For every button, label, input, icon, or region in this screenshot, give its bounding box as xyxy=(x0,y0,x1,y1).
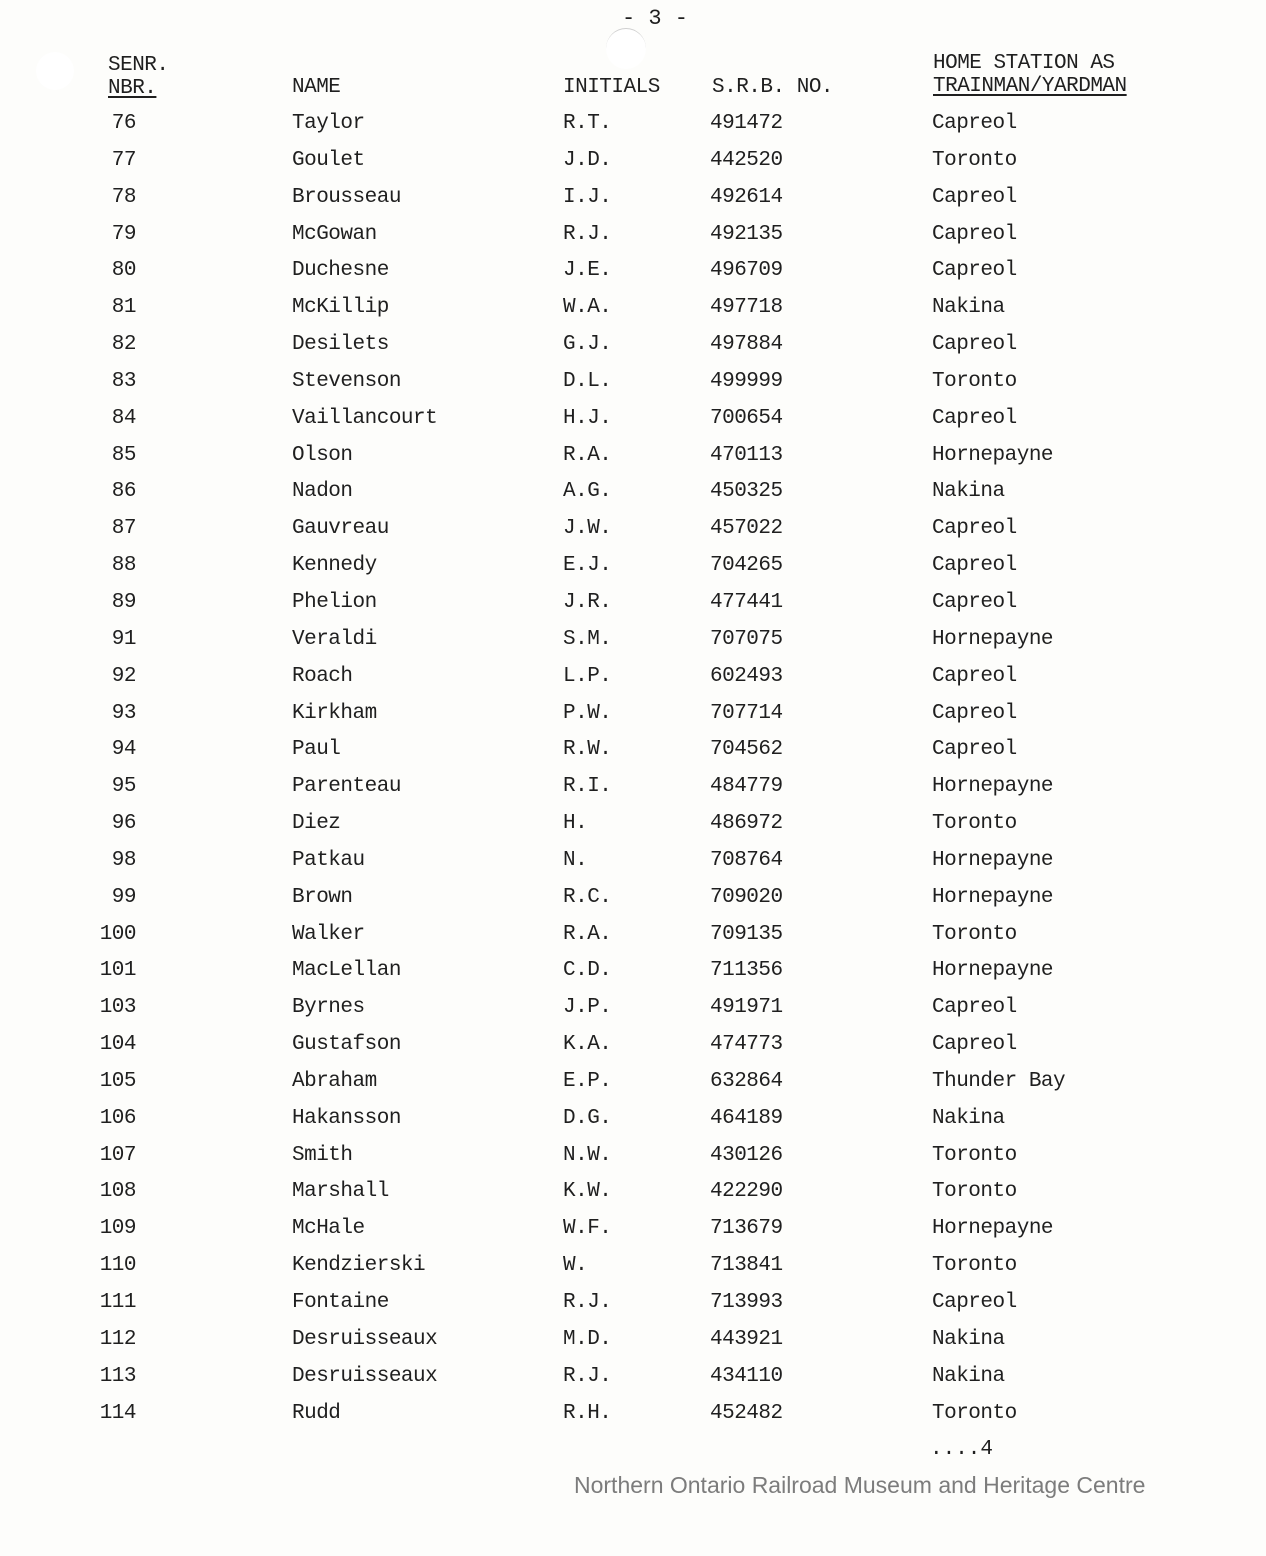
employee-initials: I.J. xyxy=(563,185,612,209)
home-station: Toronto xyxy=(932,922,1017,946)
employee-name: MacLellan xyxy=(292,959,401,983)
employee-name: Kirkham xyxy=(292,701,377,725)
table-row xyxy=(0,919,1266,956)
home-station: Capreol xyxy=(932,517,1017,541)
table-row xyxy=(0,1361,1266,1398)
employee-initials: S.M. xyxy=(563,627,612,651)
srb-number: 452482 xyxy=(710,1401,783,1425)
seniority-number: 77 xyxy=(111,148,136,172)
srb-number: 474773 xyxy=(710,1033,783,1057)
employee-initials: D.G. xyxy=(563,1106,612,1130)
home-station: Capreol xyxy=(932,664,1017,688)
table-row xyxy=(0,329,1266,366)
home-station: Toronto xyxy=(932,369,1017,393)
table-row xyxy=(0,624,1266,661)
home-station: Hornepayne xyxy=(932,848,1054,872)
seniority-number: 87 xyxy=(111,517,136,541)
employee-name: Desilets xyxy=(292,333,389,357)
srb-number: 704265 xyxy=(710,554,783,578)
srb-number: 704562 xyxy=(710,738,783,762)
page-number: - 3 - xyxy=(622,6,689,31)
employee-initials: D.L. xyxy=(563,369,612,393)
home-station: Nakina xyxy=(932,296,1005,320)
employee-name: Marshall xyxy=(292,1180,389,1204)
home-station: Capreol xyxy=(932,1033,1017,1057)
seniority-number: 99 xyxy=(111,885,136,909)
employee-name: Patkau xyxy=(292,848,365,872)
home-station: Hornepayne xyxy=(932,885,1054,909)
srb-number: 457022 xyxy=(710,517,783,541)
table-row xyxy=(0,513,1266,550)
table-row xyxy=(0,1213,1266,1250)
employee-name: Duchesne xyxy=(292,259,389,283)
seniority-number: 98 xyxy=(111,848,136,872)
table-row xyxy=(0,771,1266,808)
home-station: Nakina xyxy=(932,480,1005,504)
table-row xyxy=(0,108,1266,145)
home-station: Nakina xyxy=(932,1364,1005,1388)
employee-initials: J.D. xyxy=(563,148,612,172)
home-station: Capreol xyxy=(932,222,1017,246)
srb-number: 709135 xyxy=(710,922,783,946)
seniority-number: 95 xyxy=(111,775,136,799)
header-initials: INITIALS xyxy=(563,76,660,99)
srb-number: 709020 xyxy=(710,885,783,909)
employee-name: Diez xyxy=(292,812,341,836)
srb-number: 497884 xyxy=(710,333,783,357)
table-row xyxy=(0,403,1266,440)
seniority-number: 83 xyxy=(111,369,136,393)
punch-hole xyxy=(36,52,74,90)
srb-number: 632864 xyxy=(710,1069,783,1093)
srb-number: 422290 xyxy=(710,1180,783,1204)
employee-name: Walker xyxy=(292,922,365,946)
employee-name: Hakansson xyxy=(292,1106,401,1130)
seniority-number: 114 xyxy=(99,1401,136,1425)
employee-name: Roach xyxy=(292,664,353,688)
seniority-table xyxy=(0,108,1266,1434)
seniority-number: 80 xyxy=(111,259,136,283)
seniority-number: 112 xyxy=(99,1327,136,1351)
header-seniority-number xyxy=(108,54,169,100)
seniority-number: 101 xyxy=(99,959,136,983)
seniority-number: 113 xyxy=(99,1364,136,1388)
home-station: Capreol xyxy=(932,406,1017,430)
srb-number: 602493 xyxy=(710,664,783,688)
employee-initials: L.P. xyxy=(563,664,612,688)
employee-initials: R.A. xyxy=(563,922,612,946)
employee-name: Desruisseaux xyxy=(292,1364,438,1388)
seniority-number: 103 xyxy=(99,996,136,1020)
continued-marker: ....4 xyxy=(930,1438,994,1461)
employee-name: McHale xyxy=(292,1217,365,1241)
srb-number: 491971 xyxy=(710,996,783,1020)
seniority-number: 111 xyxy=(99,1291,136,1314)
employee-initials: C.D. xyxy=(563,959,612,983)
table-row xyxy=(0,440,1266,477)
seniority-number: 100 xyxy=(99,922,136,946)
home-station: Capreol xyxy=(932,590,1017,614)
employee-initials: K.A. xyxy=(563,1033,612,1057)
employee-name: Kendzierski xyxy=(292,1254,426,1278)
employee-initials: R.J. xyxy=(563,1364,612,1388)
srb-number: 700654 xyxy=(710,406,783,430)
srb-number: 434110 xyxy=(710,1364,783,1388)
header-home-station xyxy=(933,52,1127,98)
seniority-number: 109 xyxy=(99,1217,136,1241)
srb-number: 713993 xyxy=(710,1291,783,1314)
home-station: Toronto xyxy=(932,1143,1017,1167)
srb-number: 713679 xyxy=(710,1217,783,1241)
employee-name: McKillip xyxy=(292,296,389,320)
seniority-number: 78 xyxy=(111,185,136,209)
employee-initials: E.P. xyxy=(563,1069,612,1093)
employee-initials: R.J. xyxy=(563,1291,612,1314)
table-row xyxy=(0,292,1266,329)
employee-name: McGowan xyxy=(292,222,377,246)
srb-number: 484779 xyxy=(710,775,783,799)
employee-initials: R.W. xyxy=(563,738,612,762)
home-station: Capreol xyxy=(932,554,1017,578)
employee-name: Gauvreau xyxy=(292,517,389,541)
employee-name: Fontaine xyxy=(292,1291,389,1314)
header-seniority-line1: SENR. xyxy=(108,54,169,77)
employee-initials: M.D. xyxy=(563,1327,612,1351)
seniority-number: 86 xyxy=(111,480,136,504)
home-station: Hornepayne xyxy=(932,443,1054,467)
employee-name: Paul xyxy=(292,738,341,762)
home-station: Capreol xyxy=(932,701,1017,725)
employee-initials: P.W. xyxy=(563,701,612,725)
srb-number: 450325 xyxy=(710,480,783,504)
header-home-line2: TRAINMAN/YARDMAN xyxy=(933,75,1127,98)
srb-number: 499999 xyxy=(710,369,783,393)
seniority-number: 91 xyxy=(111,627,136,651)
home-station: Capreol xyxy=(932,112,1017,135)
srb-number: 492135 xyxy=(710,222,783,246)
home-station: Capreol xyxy=(932,996,1017,1020)
table-row xyxy=(0,882,1266,919)
table-row xyxy=(0,1140,1266,1177)
seniority-number: 85 xyxy=(111,443,136,467)
table-row xyxy=(0,1066,1266,1103)
employee-name: Vaillancourt xyxy=(292,406,438,430)
table-row xyxy=(0,808,1266,845)
employee-name: Kennedy xyxy=(292,554,377,578)
table-row xyxy=(0,1287,1266,1324)
seniority-number: 76 xyxy=(111,112,136,135)
employee-initials: W.A. xyxy=(563,296,612,320)
table-row xyxy=(0,587,1266,624)
srb-number: 443921 xyxy=(710,1327,783,1351)
employee-name: Abraham xyxy=(292,1069,377,1093)
table-row xyxy=(0,992,1266,1029)
home-station: Hornepayne xyxy=(932,1217,1054,1241)
home-station: Capreol xyxy=(932,185,1017,209)
employee-initials: R.C. xyxy=(563,885,612,909)
home-station: Nakina xyxy=(932,1327,1005,1351)
seniority-number: 105 xyxy=(99,1069,136,1093)
home-station: Hornepayne xyxy=(932,959,1054,983)
employee-name: Stevenson xyxy=(292,369,401,393)
table-row xyxy=(0,255,1266,292)
srb-number: 496709 xyxy=(710,259,783,283)
srb-number: 708764 xyxy=(710,848,783,872)
employee-initials: G.J. xyxy=(563,333,612,357)
employee-initials: J.P. xyxy=(563,996,612,1020)
seniority-number: 108 xyxy=(99,1180,136,1204)
table-row xyxy=(0,219,1266,256)
employee-initials: R.H. xyxy=(563,1401,612,1425)
employee-initials: J.E. xyxy=(563,259,612,283)
seniority-number: 88 xyxy=(111,554,136,578)
employee-name: Brown xyxy=(292,885,353,909)
seniority-number: 84 xyxy=(111,406,136,430)
header-srb-number: S.R.B. NO. xyxy=(712,76,834,99)
seniority-number: 107 xyxy=(99,1143,136,1167)
employee-initials: R.J. xyxy=(563,222,612,246)
employee-initials: H. xyxy=(563,812,588,836)
header-home-line1: HOME STATION AS xyxy=(933,52,1115,75)
home-station: Thunder Bay xyxy=(932,1069,1066,1093)
table-row xyxy=(0,366,1266,403)
table-row xyxy=(0,145,1266,182)
srb-number: 711356 xyxy=(710,959,783,983)
employee-initials: R.I. xyxy=(563,775,612,799)
home-station: Toronto xyxy=(932,1254,1017,1278)
seniority-number: 82 xyxy=(111,333,136,357)
employee-initials: R.T. xyxy=(563,112,612,135)
employee-name: Veraldi xyxy=(292,627,377,651)
table-row xyxy=(0,1176,1266,1213)
home-station: Hornepayne xyxy=(932,775,1054,799)
srb-number: 486972 xyxy=(710,812,783,836)
srb-number: 491472 xyxy=(710,112,783,135)
table-row xyxy=(0,734,1266,771)
srb-number: 470113 xyxy=(710,443,783,467)
employee-initials: E.J. xyxy=(563,554,612,578)
footer-credit: Northern Ontario Railroad Museum and Heritage Centre xyxy=(574,1472,1146,1498)
table-row xyxy=(0,476,1266,513)
employee-name: Smith xyxy=(292,1143,353,1167)
employee-name: Parenteau xyxy=(292,775,401,799)
table-row xyxy=(0,1029,1266,1066)
srb-number: 497718 xyxy=(710,296,783,320)
employee-initials: J.W. xyxy=(563,517,612,541)
srb-number: 477441 xyxy=(710,590,783,614)
srb-number: 713841 xyxy=(710,1254,783,1278)
seniority-number: 79 xyxy=(111,222,136,246)
table-row xyxy=(0,698,1266,735)
employee-name: Goulet xyxy=(292,148,365,172)
employee-initials: R.A. xyxy=(563,443,612,467)
employee-initials: J.R. xyxy=(563,590,612,614)
srb-number: 707075 xyxy=(710,627,783,651)
employee-initials: W. xyxy=(563,1254,588,1278)
table-row xyxy=(0,182,1266,219)
table-row xyxy=(0,1398,1266,1435)
srb-number: 442520 xyxy=(710,148,783,172)
employee-name: Desruisseaux xyxy=(292,1327,438,1351)
home-station: Nakina xyxy=(932,1106,1005,1130)
employee-name: Nadon xyxy=(292,480,353,504)
home-station: Toronto xyxy=(932,1401,1017,1425)
seniority-number: 94 xyxy=(111,738,136,762)
header-seniority-line2: NBR. xyxy=(108,77,157,100)
seniority-number: 89 xyxy=(111,590,136,614)
employee-name: Rudd xyxy=(292,1401,341,1425)
seniority-number: 93 xyxy=(111,701,136,725)
home-station: Capreol xyxy=(932,738,1017,762)
seniority-number: 106 xyxy=(99,1106,136,1130)
employee-initials: N.W. xyxy=(563,1143,612,1167)
srb-number: 492614 xyxy=(710,185,783,209)
table-row xyxy=(0,550,1266,587)
employee-name: Gustafson xyxy=(292,1033,401,1057)
seniority-number: 96 xyxy=(111,812,136,836)
seniority-number: 110 xyxy=(99,1254,136,1278)
home-station: Capreol xyxy=(932,259,1017,283)
home-station: Capreol xyxy=(932,1291,1017,1314)
punch-hole xyxy=(606,28,646,69)
table-row xyxy=(0,1324,1266,1361)
home-station: Toronto xyxy=(932,148,1017,172)
employee-name: Olson xyxy=(292,443,353,467)
table-row xyxy=(0,845,1266,882)
header-name: NAME xyxy=(292,76,341,99)
seniority-number: 81 xyxy=(111,296,136,320)
table-row xyxy=(0,661,1266,698)
seniority-number: 104 xyxy=(99,1033,136,1057)
employee-initials: A.G. xyxy=(563,480,612,504)
srb-number: 707714 xyxy=(710,701,783,725)
employee-name: Taylor xyxy=(292,112,365,135)
table-row xyxy=(0,1103,1266,1140)
employee-initials: N. xyxy=(563,848,588,872)
employee-name: Brousseau xyxy=(292,185,401,209)
srb-number: 430126 xyxy=(710,1143,783,1167)
employee-initials: K.W. xyxy=(563,1180,612,1204)
table-row xyxy=(0,955,1266,992)
home-station: Capreol xyxy=(932,333,1017,357)
home-station: Hornepayne xyxy=(932,627,1054,651)
home-station: Toronto xyxy=(932,1180,1017,1204)
table-row xyxy=(0,1250,1266,1287)
seniority-number: 92 xyxy=(111,664,136,688)
employee-initials: W.F. xyxy=(563,1217,612,1241)
employee-initials: H.J. xyxy=(563,406,612,430)
employee-name: Byrnes xyxy=(292,996,365,1020)
employee-name: Phelion xyxy=(292,590,377,614)
home-station: Toronto xyxy=(932,812,1017,836)
srb-number: 464189 xyxy=(710,1106,783,1130)
